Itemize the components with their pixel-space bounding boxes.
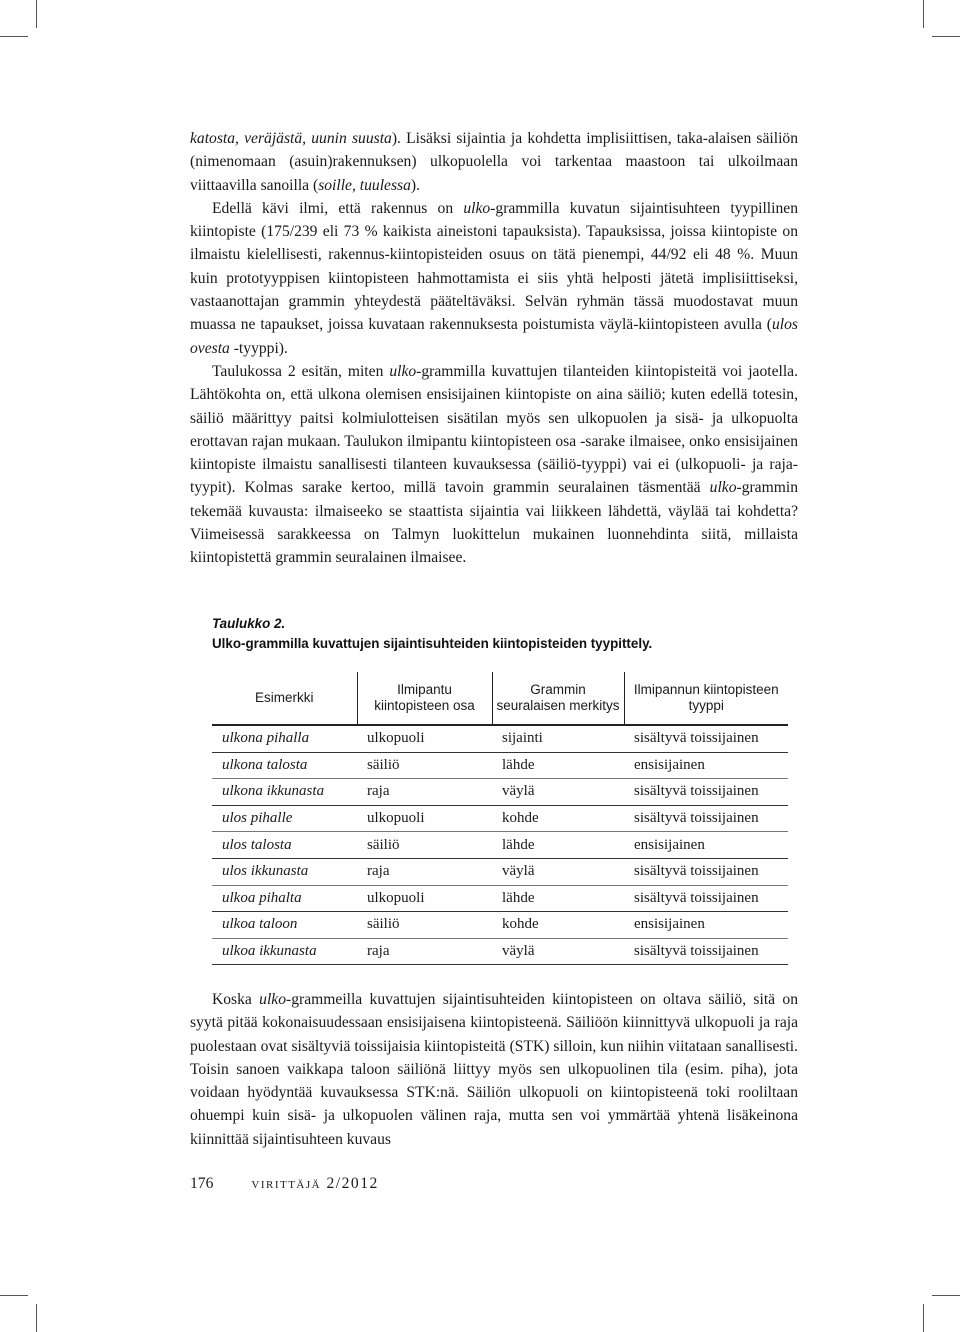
classification-table — [212, 672, 788, 965]
table-cell: lähde — [492, 832, 624, 859]
table-cell: sisältyvä toissijainen — [624, 805, 788, 832]
table-cell: ensisijainen — [624, 832, 788, 859]
table-row — [212, 752, 788, 779]
column-header: Grammin seuralaisen merkitys — [492, 672, 624, 725]
crop-mark — [0, 36, 28, 37]
table-cell: säiliö — [357, 832, 492, 859]
table-cell: ensisijainen — [624, 752, 788, 779]
table-cell: säiliö — [357, 752, 492, 779]
table-cell: sisältyvä toissijainen — [624, 779, 788, 806]
table-cell: kohde — [492, 912, 624, 939]
table-row — [212, 938, 788, 965]
crop-mark — [932, 36, 960, 37]
table-row — [212, 858, 788, 885]
table-cell: ulos pihalle — [212, 805, 357, 832]
table-cell: väylä — [492, 779, 624, 806]
table-cell: kohde — [492, 805, 624, 832]
table-cell: ulkona talosta — [212, 752, 357, 779]
crop-mark — [923, 1304, 924, 1332]
table-cell: sisältyvä toissijainen — [624, 938, 788, 965]
crop-mark — [36, 0, 37, 28]
table-caption — [212, 614, 652, 654]
table-cell: sisältyvä toissijainen — [624, 725, 788, 752]
table-cell: sijainti — [492, 725, 624, 752]
table-row — [212, 912, 788, 939]
paragraph-2: Edellä kävi ilmi, että rakennus on ulko-grammilla kuvatun sijaintisuhteen tyypillinen kiintopiste (175/239 eli 73 % kaikista aineistoni tapauksista). Tapauksissa, joissa kiintopiste on ilmaistu kielellisesti, rakennus-kiintopisteiden osuus on tätä pienempi, 44/92 eli 48 %. Muun kuin prototyyppisen kiintopisteen hahmottamista ei siis yhtä helposti jätetä implisiittiseksi, vastaanottajan grammin yhteydestä pääteltäväksi. Selvän ryhmän tässä muodostavat muun muassa ne tapaukset, joissa kuvataan rakennuksesta poistumista väylä-kiintopisteen avulla (ulos ovesta -tyyppi). — [190, 199, 798, 357]
table-cell: ulkoa ikkunasta — [212, 938, 357, 965]
table-cell: raja — [357, 779, 492, 806]
journal-title: virittäjä 2/2012 — [251, 1175, 379, 1192]
body-text-top — [190, 127, 798, 570]
table-cell: ulkopuoli — [357, 885, 492, 912]
table-row — [212, 779, 788, 806]
page-number: 176 — [190, 1175, 214, 1192]
table-row — [212, 725, 788, 752]
table-cell: ensisijainen — [624, 912, 788, 939]
crop-mark — [923, 0, 924, 28]
table-cell: ulkopuoli — [357, 725, 492, 752]
table-cell: ulkopuoli — [357, 805, 492, 832]
page-footer — [190, 1172, 379, 1196]
crop-mark — [932, 1295, 960, 1296]
table-cell: raja — [357, 858, 492, 885]
body-text-bottom — [190, 988, 798, 1151]
column-header: Ilmipannun kiintopisteen tyyppi — [624, 672, 788, 725]
paragraph-1: katosta, veräjästä, uunin suusta). Lisäksi sijaintia ja kohdetta implisiittisen, taka-alaisen säiliön (nimenomaan (asuin)rakennuksen) ulkopuolella voi tarkentaa maastoon tai ulkoilmaan viittaavilla sanoilla (soille, tuulessa). — [190, 130, 799, 194]
table-cell: ulkona pihalla — [212, 725, 357, 752]
table-cell: ulos ikkunasta — [212, 858, 357, 885]
table-caption-title: Ulko-grammilla kuvattujen sijaintisuhteiden kiintopisteiden tyypittely. — [212, 636, 653, 651]
column-header: Esimerkki — [212, 672, 357, 725]
table-cell: ulkoa taloon — [212, 912, 357, 939]
table-cell: ulos talosta — [212, 832, 357, 859]
column-header: Ilmipantu kiintopisteen osa — [357, 672, 492, 725]
table-cell: ulkona ikkunasta — [212, 779, 357, 806]
table-cell: väylä — [492, 938, 624, 965]
table-row — [212, 832, 788, 859]
paragraph-4: Koska ulko-grammeilla kuvattujen sijaintisuhteiden kiintopisteen on oltava säiliö, sitä on syytä pitää kokonaisuudessaan ensisijaisena kiintopisteenä. Säiliöön kiinnittyvä ulkopuoli ja raja puolestaan ovat sisältyviä toissijaisia kiintopisteitä (STK) silloin, kun niihin viitataan sanallisesti. Toisin sanoen vaikkapa taloon säiliönä liittyy myös sen ulkopuolinen tila (esim. piha), jota voidaan hyödyntää kuvauksessa STK:nä. Säiliön ulkopuoli on kiintopisteenä toki rooliltaan ohuempi kuin sisä- ja ulkopuolen välinen raja, mutta sen voi ymmärtää yhtenä lisäkeinona kiinnittää sijaintisuhteen kuvaus — [190, 991, 799, 1148]
paragraph-3: Taulukossa 2 esitän, miten ulko-grammilla kuvattujen tilanteiden kiintopisteitä voi jaotella. Lähtökohta on, että ulkona olemisen ensisijainen kiintopiste on aina säiliö; kuten edellä totesin, säiliö määrittyy paitsi kolmiulotteisen sisätilan myös sen ulkopuolen ja sisä- ja ulkopuolta erottavan rajan mukaan. Taulukon ilmipantu kiintopisteen osa -sarake ilmaisee, onko ensisijainen kiintopiste ilmaistu sanallisesti tilanteen kuvauksessa (säiliö-tyyppi) vai ei (ulkopuoli- ja raja-tyypit). Kolmas sarake kertoo, millä tavoin grammin seuralainen täsmentää ulko-grammin tekemää kuvausta: ilmaiseeko se staattista sijaintia vai liikkeen lähdettä, väylää tai kohdetta? Viimeisessä sarakkeessa on Talmyn luokittelun mukainen luonnehdinta siitä, millaista kiintopistettä grammin seuralainen ilmaisee. — [190, 362, 798, 567]
table-cell: lähde — [492, 885, 624, 912]
crop-mark — [0, 1295, 28, 1296]
table-cell: väylä — [492, 858, 624, 885]
table-row — [212, 885, 788, 912]
table-row — [212, 805, 788, 832]
table-cell: raja — [357, 938, 492, 965]
table-cell: säiliö — [357, 912, 492, 939]
table-caption-label: Taulukko 2. — [212, 616, 286, 631]
table-cell: sisältyvä toissijainen — [624, 885, 788, 912]
table-header-row — [212, 672, 788, 725]
crop-mark — [36, 1304, 37, 1332]
table-cell: lähde — [492, 752, 624, 779]
table-cell: ulkoa pihalta — [212, 885, 357, 912]
table-cell: sisältyvä toissijainen — [624, 858, 788, 885]
